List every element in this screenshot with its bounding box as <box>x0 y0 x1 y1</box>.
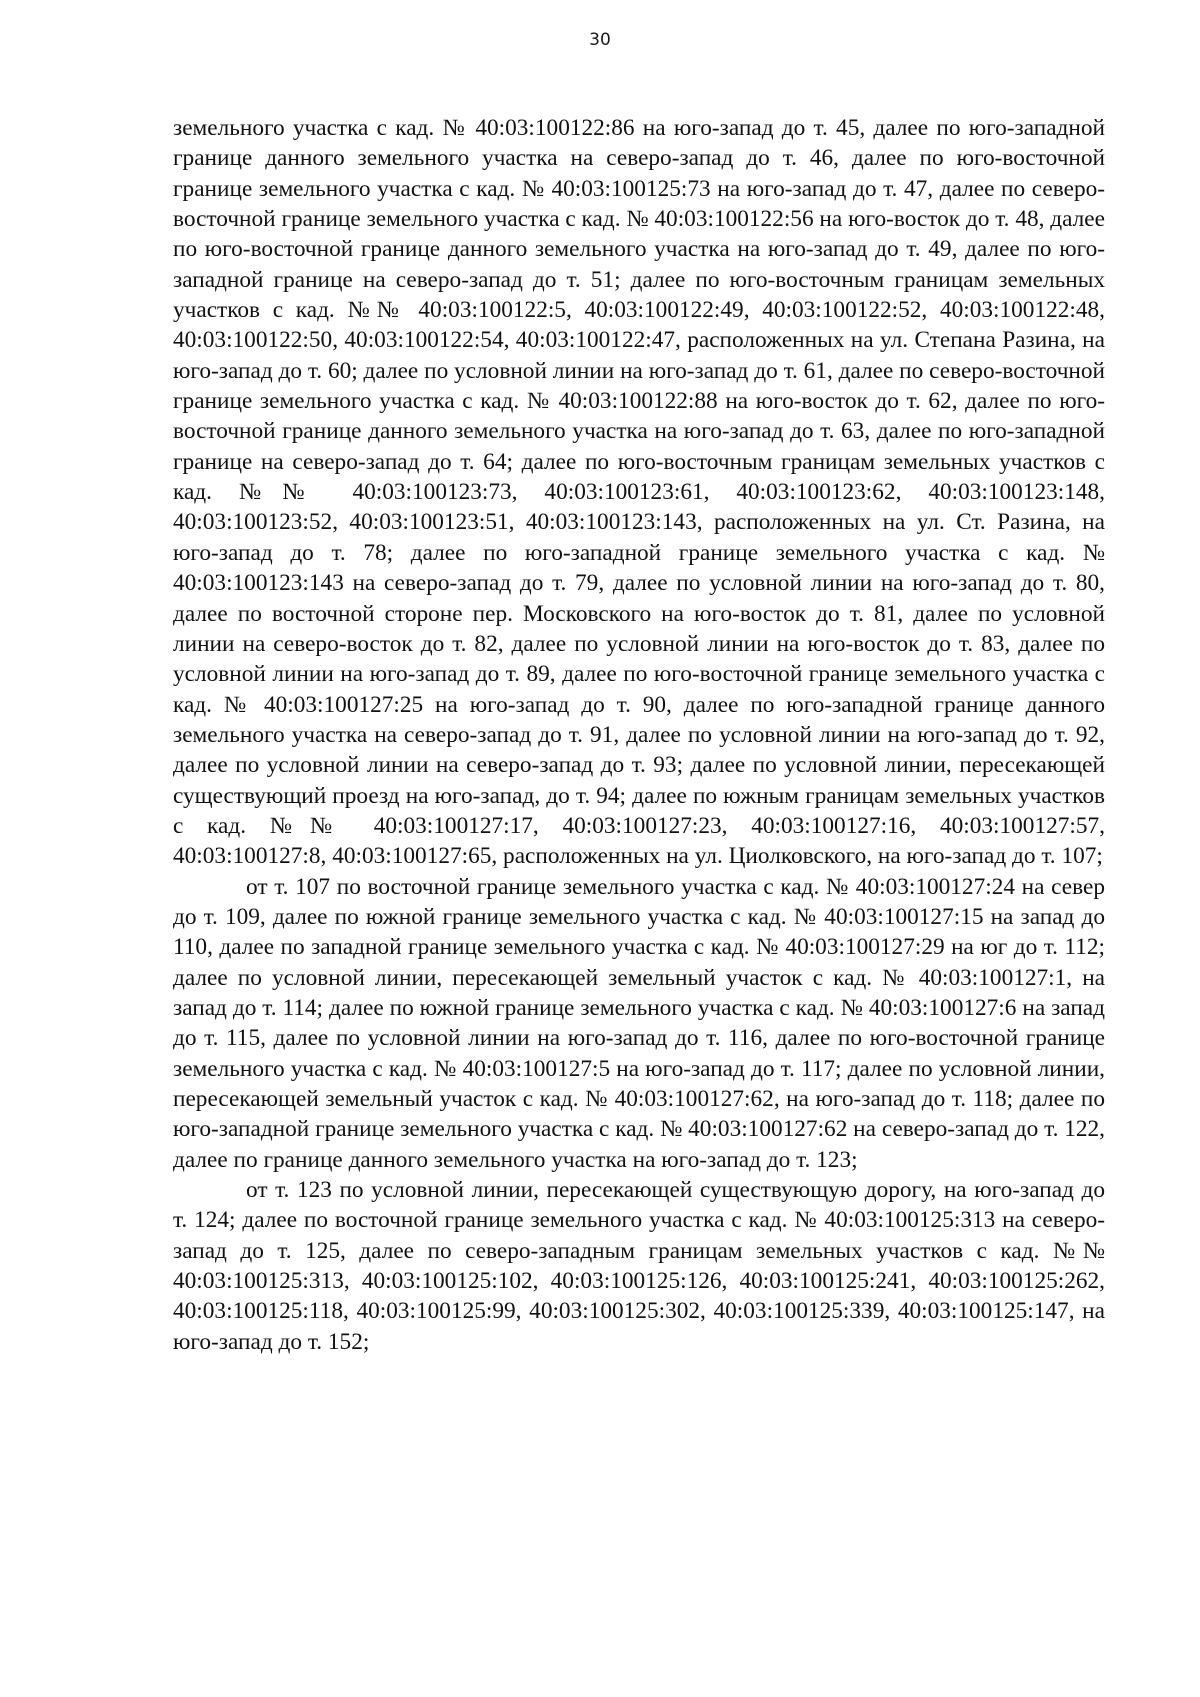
document-body <box>173 113 1105 1357</box>
page-number: 30 <box>589 30 611 50</box>
paragraph-3: от т. 123 по условной линии, пересекающей существующую дорогу, на юго-запад до т. 124; далее по восточной границе земельного участка с кад. № 40:03:100125:313 на северо-запад до т. 125, далее по северо-западным границам земельных участков с кад. №№ 40:03:100125:313, 40:03:100125:102, 40:03:100125:126, 40:03:100125:241, 40:03:100125:262, 40:03:100125:118, 40:03:100125:99, 40:03:100125:302, 40:03:100125:339, 40:03:100125:147, на юго-запад до т. 152; <box>173 1177 1105 1355</box>
paragraph-1: земельного участка с кад. № 40:03:100122:86 на юго-запад до т. 45, далее по юго-западной границе данного земельного участка на северо-запад до т. 46, далее по юго-восточной границе земельного участка с кад. № 40:03:100125:73 на юго-запад до т. 47, далее по северо-восточной границе земельного участка с кад. № 40:03:100122:56 на юго-восток до т. 48, далее по юго-восточной границе данного земельного участка на юго-запад до т. 49, далее по юго-западной границе на северо-запад до т. 51; далее по юго-восточным границам земельных участков с кад. №№ 40:03:100122:5, 40:03:100122:49, 40:03:100122:52, 40:03:100122:48, 40:03:100122:50, 40:03:100122:54, 40:03:100122:47, расположенных на ул. Степана Разина, на юго-запад до т. 60; далее по условной линии на юго-запад до т. 61, далее по северо-восточной границе земельного участка с кад. № 40:03:100122:88 на юго-восток до т. 62, далее по юго-восточной границе данного земельного участка на юго-запад до т. 63, далее по юго-западной границе на северо-запад до т. 64; далее по юго-восточным границам земельных участков с кад. №№ 40:03:100123:73, 40:03:100123:61, 40:03:100123:62, 40:03:100123:148, 40:03:100123:52, 40:03:100123:51, 40:03:100123:143, расположенных на ул. Ст. Разина, на юго-запад до т. 78; далее по юго-западной границе земельного участка с кад. № 40:03:100123:143 на северо-запад до т. 79, далее по условной линии на юго-запад до т. 80, далее по восточной стороне пер. Московского на юго-восток до т. 81, далее по условной линии на северо-восток до т. 82, далее по условной линии на юго-восток до т. 83, далее по условной линии на юго-запад до т. 89, далее по юго-восточной границе земельного участка с кад. № 40:03:100127:25 на юго-запад до т. 90, далее по юго-западной границе данного земельного участка на северо-запад до т. 91, далее по условной линии на юго-запад до т. 92, далее по условной линии на северо-запад до т. 93; далее по условной линии, пересекающей существующий проезд на юго-запад, до т. 94; далее по южным границам земельных участков с кад. №№ 40:03:100127:17, 40:03:100127:23, 40:03:100127:16, 40:03:100127:57, 40:03:100127:8, 40:03:100127:65, расположенных на ул. Циолковского, на юго-запад до т. 107; <box>173 115 1105 870</box>
paragraph-2: от т. 107 по восточной границе земельного участка с кад. № 40:03:100127:24 на север до т. 109, далее по южной границе земельного участка с кад. № 40:03:100127:15 на запад до 110, далее по западной границе земельного участка с кад. № 40:03:100127:29 на юг до т. 112; далее по условной линии, пересекающей земельный участок с кад. № 40:03:100127:1, на запад до т. 114; далее по южной границе земельного участка с кад. № 40:03:100127:6 на запад до т. 115, далее по условной линии на юго-запад до т. 116, далее по юго-восточной границе земельного участка с кад. № 40:03:100127:5 на юго-запад до т. 117; далее по условной линии, пересекающей земельный участок с кад. № 40:03:100127:62, на юго-запад до т. 118; далее по юго-западной границе земельного участка с кад. № 40:03:100127:62 на северо-запад до т. 122, далее по границе данного земельного участка на юго-запад до т. 123; <box>173 873 1105 1173</box>
